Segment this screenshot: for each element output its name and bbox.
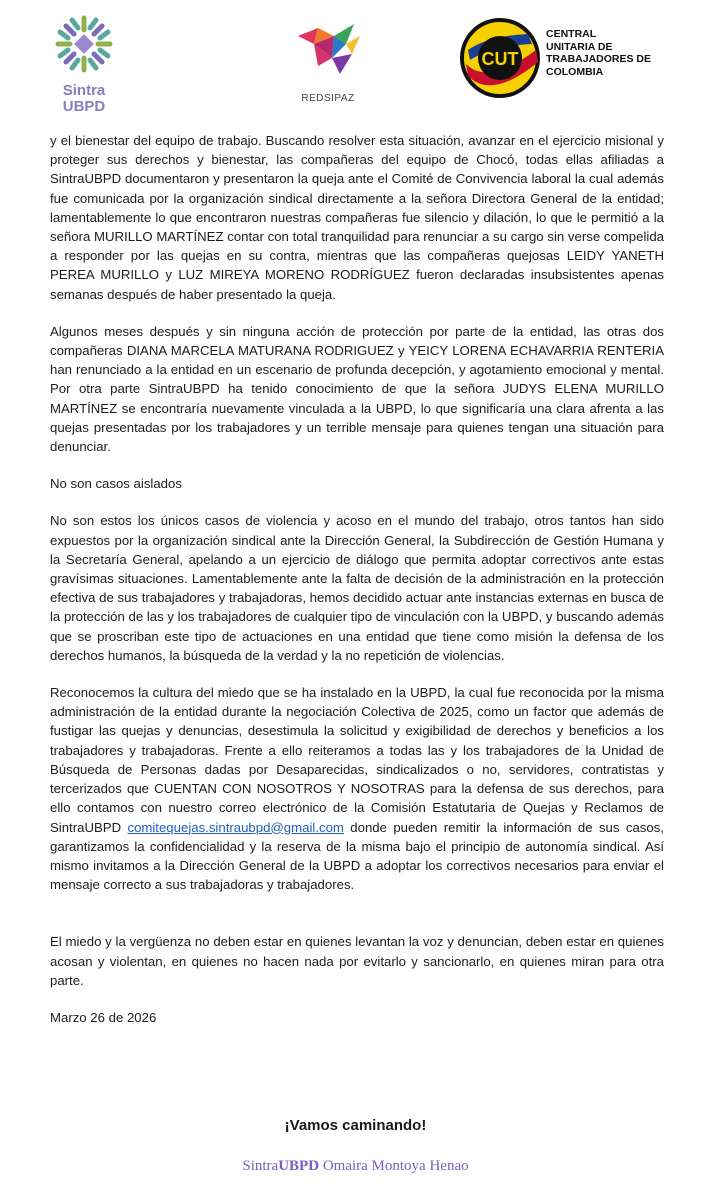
section-subheading: No son casos aislados [50,476,182,492]
signature-name: Omaira Montoya Henao [319,1158,469,1174]
paragraph-other-cases: No son estos los únicos casos de violencia y acoso en el mundo del trabajo, otros tantos han sido expuestos por la organización sindical ante la Dirección General, la Subdirección de Gestión Humana y la Secretaría General, apelando a un ejercicio de diálogo que permita adoptar correctivos ante estas gravísimas situaciones. Lamentablemente ante la falta de decisión de la administración en la protección efectiva de sus trabajadores y trabajadoras, hemos decidido actuar ante instancias externas en busca de la protección de las y los trabajadores de cualquier tipo de vinculación con la UBPD, y buscando además que se proscriban este tipo de actuaciones en una entidad que tiene como misión la defensa de los derechos humanos, la búsqueda de la verdad y la no repetición de violencias. [50,513,664,663]
sintraubpd-logo [44,12,124,115]
sintraubpd-logo-suffix: UBPD [62,98,106,115]
sintraubpd-logo-prefix: Sintra [62,82,106,99]
sintraubpd-logo-text [44,83,124,115]
cut-emblem-icon [458,16,544,100]
cut-logo [458,16,652,100]
paragraph-resignations: Algunos meses después y sin ninguna acción de protección por parte de la entidad, las otras dos compañeras DIANA MARCELA MATURANA RODRIGUEZ y YEICY LORENA ECHAVARRIA RENTERIA han renunciado a la entidad en un escenario de profunda decepción, y agotamiento emocional y mental. Por otra parte SintraUBPD ha tenido conocimiento de que la señora JUDYS ELENA MURILLO MARTÍNEZ se encontraría nuevamente vinculada a la UBPD, lo que significaría una clara afrenta a las quejas presentadas por los trabajadores y un terrible mensaje para quienes tengan una situación para denunciar. [50,323,664,455]
complaints-email-link[interactable]: comitequejas.sintraubpd@gmail.com [127,819,344,835]
cut-logo-line: TRABAJADORES DE [546,53,652,65]
signature [0,1158,711,1175]
letter-date: Marzo 26 de 2026 [50,1009,157,1025]
cut-logo-line: COLOMBIA [546,65,604,78]
closing-slogan: ¡Vamos caminando! [284,1117,427,1134]
cut-logo-text [546,28,652,78]
cut-emblem-mark: CUT [481,49,519,69]
paragraph-text: donde pueden remitir la información de sus casos, garantizamos la confidencialidad y la reserva de la misma bajo el principio de autonomía sindical. Así mismo invitamos a la Dirección General de la UBPD a adoptar los correctivos necesarios para enviar el mensaje correcto a sus trabajadoras y trabajadores. [50,819,664,893]
redsipaz-logo-text: REDSIPAZ [301,93,355,104]
letter-body [50,131,664,1027]
letterhead [0,0,711,118]
cut-logo-line: UNITARIA DE [546,40,613,53]
signature-prefix: Sintra [242,1158,279,1174]
cut-logo-line: CENTRAL [546,28,597,40]
sintraubpd-emblem-icon [52,12,116,76]
paragraph-culture-of-fear [50,683,664,894]
paragraph-closing: El miedo y la vergüenza no deben estar en quienes levantan la voz y denuncian, deben estar en quienes acosan y violentan, en quienes no hacen nada por evitarlo y sancionarlo, en quienes miran para otra parte. [50,934,664,988]
paragraph-chocó-complaint: y el bienestar del equipo de trabajo. Buscando resolver esta situación, avanzar en el ejercicio misional y proteger sus derechos y bienestar, las compañeras del equipo de Chocó, todas ellas afiliadas a SintraUBPD documentaron y presentaron la queja ante el Comité de Convivencia laboral la cual además fue comunicada por la organización sindical directamente a la señora Directora General de la entidad; lamentablemente lo que encontraron nuestras compañeras fue silencio y dilación, lo que le permitió a la señora MURILLO MARTÍNEZ contar con total tranquilidad para renunciar a su cargo sin verse compelida a responder por las quejas en su contra, mientras que las compañeras quejosas LEIDY YANETH PEREA MURILLO y LUZ MIREYA MORENO RODRÍGUEZ fueron declaradas insubsistentes apenas semanas después de haber presentado la queja. [50,133,664,302]
dove-icon [288,14,368,86]
redsipaz-logo [278,14,378,114]
paragraph-text: Reconocemos la cultura del miedo que se ha instalado en la UBPD, la cual fue reconocida por la misma administración de la entidad durante la negociación Colectiva de 2025, como un factor que además de fustigar las quejas y denuncias, desestimula la solicitud y exigibilidad de derechos y beneficios a los trabajadores y trabajadoras. Frente a ello reiteramos a todas las y los trabajadores de la Unidad de Búsqueda de Personas dadas por Desaparecidas, sindicalizados o no, servidores, contratistas y tercerizados que CUENTAN CON NOSOTROS Y NOSOTRAS para la defensa de sus derechos, para ello contamos con nuestro correo electrónico de la Comisión Estatutaria de Quejas y Reclamos de SintraUBPD [50,685,664,835]
signature-org: UBPD [278,1158,320,1174]
